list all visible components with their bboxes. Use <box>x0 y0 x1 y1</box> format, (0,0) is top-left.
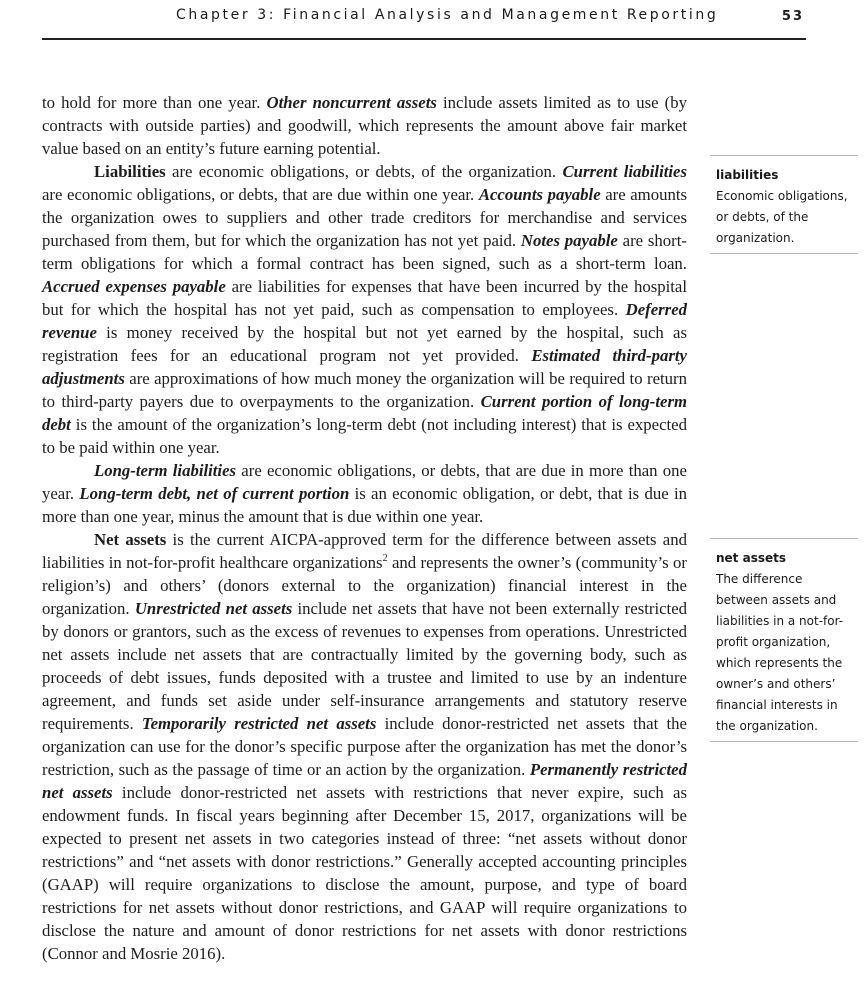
term-other-noncurrent-assets: Other noncurrent assets <box>266 93 437 112</box>
term-temporarily-restricted-net-assets: Temporarily restricted net assets <box>141 714 377 733</box>
text-run: is the amount of the organization’s long-term debt (not including interest) that is expected to be paid within one year. <box>42 415 687 457</box>
text-run: include donor-restricted net assets that the organization can use for the donor’s specific purpose after the organization has met the donor’s restriction, such as the passage of time or an action by the organization. <box>42 714 687 779</box>
main-text-column <box>42 91 687 965</box>
text-run: is money received by the hospital but not yet earned by the hospital, such as registration fees for an educational program not yet provided. <box>42 323 687 365</box>
glossary-box-net-assets <box>710 538 858 742</box>
text-run: to hold for more than one year. <box>42 93 267 112</box>
term-accrued-expenses-payable: Accrued expenses payable <box>42 277 226 296</box>
term-accounts-payable: Accounts payable <box>478 185 601 204</box>
text-run: include donor-restricted net assets with restrictions that never expire, such as endowment funds. In fiscal years beginning after December 15, 2017, organizations will be expected to present net assets in two categories instead of three: “net assets without donor restrictions” and “net assets with donor restrictions.” Generally accepted accounting principles (GAAP) will require organizations to disclose the amount, purpose, and type of board restrictions for net assets without donor restrictions, and GAAP will require organizations to disclose the nature and amount of donor restrictions for net assets with donor restrictions (Connor and Mosrie 2016). <box>42 783 687 963</box>
text-run: are short-term obligations for which a formal contract has been signed, such as a short-term loan. <box>42 231 687 273</box>
text-run: is the current AICPA-approved term for the difference between assets and liabilities in not-for-profit healthcare organizations <box>42 530 687 572</box>
term-estimated-third-party-adjustments: Estimated third-party adjustments <box>42 346 687 388</box>
glossary-box-liabilities <box>710 155 858 254</box>
term-current-liabilities: Current liabilities <box>562 162 688 181</box>
page-header <box>42 0 806 40</box>
term-long-term-debt-net: Long-term debt, net of current portion <box>79 484 350 503</box>
text-run: are liabilities for expenses that have been incurred by the hospital but for which the hospital has not yet paid, such as compensation to employees. <box>42 277 687 319</box>
text-run: are economic obligations, or debts, that are due within one year. <box>42 185 479 204</box>
text-run: are amounts the organization owes to suppliers and other trade creditors for merchandise and services purchased from them, but for which the organization has not yet paid. <box>42 185 687 250</box>
text-run: include net assets that have not been externally restricted by donors or grantors, such as the excess of revenues to expenses from operations. Unrestricted net assets include net assets that are contractually limited by the governing body, such as proceeds of debt issues, funds deposited with a trustee and limited to use by an indenture agreement, and funds set aside under self-insurance arrangements and statutory reserve requirements. <box>42 599 687 733</box>
term-permanently-restricted-net-assets: Permanently restricted net assets <box>42 760 687 802</box>
glossary-definition: The difference between assets and liabilities in a not-for-profit organization, which represents the owner’s and others’ financial interests in the organization. <box>716 572 844 733</box>
glossary-term: liabilities <box>716 168 779 182</box>
term-long-term-liabilities: Long-term liabilities <box>94 461 237 480</box>
term-unrestricted-net-assets: Unrestricted net assets <box>134 599 293 618</box>
paragraph-noncurrent-assets <box>42 91 687 160</box>
text-run: is an economic obligation, or debt, that is due in more than one year, minus the amount that is due within one year. <box>42 484 687 526</box>
glossary-term: net assets <box>716 551 786 565</box>
chapter-title: Chapter 3: Financial Analysis and Management Reporting <box>176 7 719 23</box>
term-current-portion-long-term-debt: Current portion of long-term debt <box>42 392 687 434</box>
paragraph-long-term-liabilities <box>42 459 687 528</box>
footnote-marker[interactable]: 2 <box>382 553 388 564</box>
term-deferred-revenue: Deferred revenue <box>42 300 687 342</box>
paragraph-net-assets <box>42 528 687 965</box>
text-run: are economic obligations, or debts, that are due in more than one year. <box>42 461 687 503</box>
text-run: are approximations of how much money the organization will be required to return to third-party payers due to overpayments to the organization. <box>42 369 687 411</box>
paragraph-liabilities <box>42 160 687 459</box>
text-run: and represents the owner’s (community’s or religion’s) and others’ (donors external to the organization) financial interest in the organization. <box>42 553 688 618</box>
term-net-assets: Net assets <box>94 530 167 549</box>
term-notes-payable: Notes payable <box>520 231 618 250</box>
glossary-definition: Economic obligations, or debts, of the organization. <box>716 189 848 245</box>
text-run: include assets limited as to use (by contracts with outside parties) and goodwill, which represents the amount above fair market value based on an entity’s future earning potential. <box>42 93 687 158</box>
term-liabilities: Liabilities <box>94 162 166 181</box>
page-number: 53 <box>781 9 804 24</box>
text-run: are economic obligations, or debts, of the organization. <box>165 162 563 181</box>
